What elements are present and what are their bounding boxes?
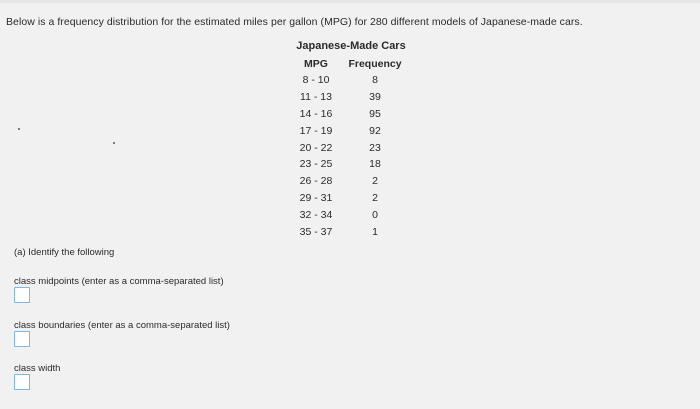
stray-mark [113, 142, 115, 144]
class-width-label: class width [14, 363, 61, 374]
stray-mark [18, 128, 20, 130]
mpg-class: 23 - 25 [299, 158, 333, 171]
part-a-heading: (a) Identify the following [14, 247, 115, 258]
frequency-value: 95 [369, 107, 381, 120]
table-row [292, 173, 410, 190]
frequency-value: 92 [369, 124, 381, 137]
mpg-class: 32 - 34 [299, 208, 333, 221]
frequency-table [292, 40, 410, 240]
problem-statement: Below is a frequency distribution for the estimated miles per gallon (MPG) for 280 different models of Japanese-made cars. [6, 16, 583, 28]
mpg-class: 11 - 13 [300, 91, 332, 104]
class-width-input[interactable] [14, 374, 30, 390]
mpg-class: 17 - 19 [299, 124, 333, 137]
mpg-class: 29 - 31 [299, 191, 333, 204]
mpg-class: 26 - 28 [299, 175, 333, 188]
table-title: Japanese-Made Cars [296, 40, 406, 52]
table-header-row [292, 55, 410, 72]
table-row [292, 190, 410, 207]
mpg-class: 20 - 22 [299, 141, 333, 154]
mpg-class: 35 - 37 [299, 225, 333, 238]
table-row [292, 223, 410, 240]
class-boundaries-input[interactable] [14, 331, 30, 347]
frequency-value: 39 [369, 91, 381, 104]
frequency-value: 8 [372, 74, 378, 87]
frequency-value: 2 [372, 175, 378, 188]
table-row [292, 122, 410, 139]
table-row [292, 72, 410, 89]
class-boundaries-label: class boundaries (enter as a comma-separated list) [14, 320, 230, 331]
table-row [292, 156, 410, 173]
frequency-value: 18 [369, 158, 381, 171]
column-header-mpg: MPG [304, 57, 328, 70]
frequency-distribution-table [292, 55, 410, 240]
table-row [292, 89, 410, 106]
frequency-value: 0 [372, 208, 378, 221]
frequency-value: 23 [369, 141, 381, 154]
top-divider [0, 0, 700, 3]
frequency-value: 2 [372, 191, 378, 204]
table-row [292, 106, 410, 123]
mpg-class: 8 - 10 [302, 74, 330, 87]
mpg-class: 14 - 16 [299, 107, 333, 120]
table-row [292, 139, 410, 156]
column-header-frequency: Frequency [348, 57, 402, 70]
frequency-value: 1 [372, 225, 378, 238]
table-row [292, 206, 410, 223]
class-midpoints-input[interactable] [14, 287, 30, 303]
class-midpoints-label: class midpoints (enter as a comma-separated list) [14, 276, 224, 287]
